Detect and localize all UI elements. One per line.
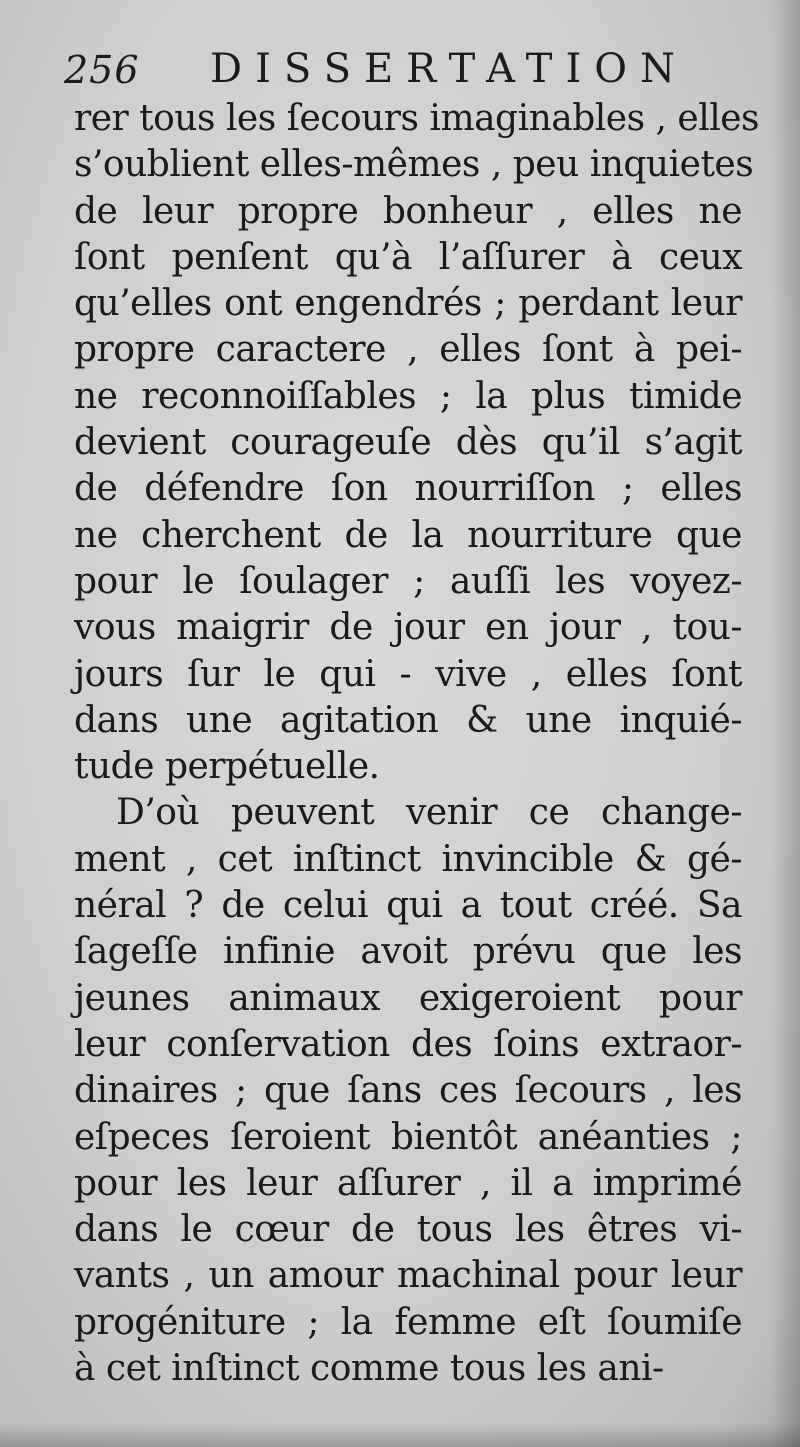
paragraph-2	[74, 790, 742, 1392]
text-line: tude perpétuelle.	[74, 746, 380, 788]
text-line: ne cherchent de la nourriture que	[74, 514, 742, 556]
text-line: de défendre ſon nourriſſon ; elles	[74, 468, 742, 510]
text-line: D’où peuvent venir ce change-	[116, 792, 742, 834]
text-line: jours ſur le qui - vive , elles ſont	[74, 653, 742, 695]
text-line: vants , un amour machinal pour leur	[74, 1255, 742, 1297]
text-line: leur conſervation des ſoins extraor-	[74, 1023, 742, 1065]
paragraph-1	[74, 96, 760, 790]
text-line: ſont penſent qu’à l’aſſurer à ceux	[74, 236, 742, 278]
text-line: ment , cet inſtinct invincible & gé-	[74, 838, 742, 880]
text-line: dans le cœur de tous les êtres vi-	[74, 1209, 742, 1251]
text-line: vous maigrir de jour en jour , tou-	[74, 607, 742, 649]
page-bottom-shadow	[0, 1423, 800, 1447]
text-line: eſpeces ſeroient bientôt anéanties ;	[74, 1116, 742, 1158]
page-edge-shadow	[770, 0, 800, 1447]
running-header	[58, 44, 748, 104]
text-line: néral ? de celui qui a tout créé. Sa	[74, 885, 742, 927]
page-number: 256	[64, 48, 140, 92]
text-line: de leur propre bonheur , elles ne	[74, 190, 742, 232]
text-line: jeunes animaux exigeroient pour	[74, 977, 742, 1019]
text-line: à cet inſtinct comme tous les ani-	[74, 1348, 664, 1390]
text-line: rer tous les ſecours imaginables , elles	[74, 98, 760, 139]
text-line: progéniture ; la femme eſt ſoumiſe	[74, 1301, 742, 1343]
text-line: ne reconnoiſſables ; la plus timide	[74, 375, 742, 417]
text-line: dans une agitation & une inquié-	[74, 699, 742, 741]
text-line: ſageſſe infinie avoit prévu que les	[74, 931, 742, 973]
text-line: pour le ſoulager ; auſſi les voyez-	[74, 560, 742, 602]
text-line: dinaires ; que ſans ces ſecours , les	[74, 1070, 742, 1112]
text-line: devient courageuſe dès qu’il s’agit	[74, 422, 742, 464]
text-line: qu’elles ont engendrés ; perdant leur	[74, 283, 742, 325]
running-title: DISSERTATION	[210, 46, 689, 92]
text-line: propre caractere , elles ſont à pei-	[74, 329, 742, 371]
text-line: pour les leur aſſurer , il a imprimé	[74, 1162, 742, 1204]
text-line: s’oublient elles-mêmes , peu inquietes	[74, 144, 754, 186]
body-text	[74, 96, 760, 1392]
